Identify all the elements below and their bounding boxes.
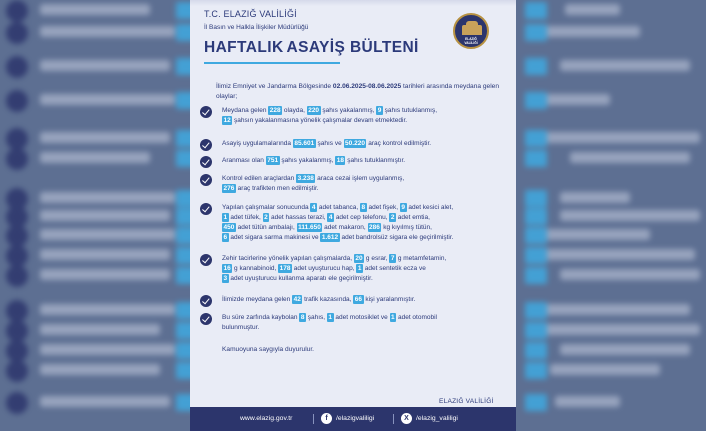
highlight-number: 85.601 (294, 140, 315, 147)
highlight-number: 1.612 (321, 234, 339, 241)
highlight-number: 220 (308, 107, 320, 114)
item-text-segment: adet uyuşturucu kullanma aparatı ele geçirilmiştir. (228, 275, 373, 282)
highlight-number: 3.238 (297, 175, 314, 182)
item-text-segment: şahıs yakalanmış, (279, 157, 336, 164)
item-text-segment: şahıs, (305, 314, 327, 321)
item-text-segment: adet motosiklet ve (333, 314, 390, 321)
item-text-segment: g esrar, (364, 255, 390, 262)
item-text-segment: adet hassas terazi, (269, 214, 328, 221)
item-text-segment: şahıs yakalanmış, (320, 107, 377, 114)
check-icon (6, 22, 28, 44)
item-text-segment: şahıs tutuklanmıştır. (345, 157, 406, 164)
highlight-number: 9 (377, 107, 382, 114)
check-icon (6, 245, 28, 267)
highlight-number: 8 (361, 204, 366, 211)
highlight-number: 1 (357, 265, 362, 272)
check-icon (6, 265, 28, 287)
item-text-segment: araç kontrol edilmiştir. (366, 140, 432, 147)
item-text (222, 174, 512, 194)
item-text-segment: Kontrol edilen araçlardan (222, 175, 297, 182)
item-text (222, 313, 512, 333)
item-text-segment: Zehir tacirlerine yönelik yapılan çalışmalarda, (222, 255, 354, 262)
item-text-segment: adet tabanca, (317, 204, 361, 211)
check-icon (200, 139, 212, 151)
title-part-1: HAFTALIK (204, 39, 284, 56)
item-text-segment: Asayiş uygulamalarında (222, 140, 293, 147)
item-text-segment: şahıs tutuklanmış, (382, 107, 438, 114)
highlight-number: 3 (223, 275, 228, 282)
item-text-segment: Aranması olan (222, 157, 266, 164)
highlight-number: 42 (293, 296, 301, 303)
closing-text: Kamuoyuna saygıyla duyurulur. (222, 346, 314, 353)
highlight-number: 4 (328, 214, 333, 221)
item-text-segment: adet sigara sarma makinesi ve (228, 234, 321, 241)
item-text-segment: olayda, (282, 107, 307, 114)
check-icon (6, 148, 28, 170)
check-icon (200, 106, 212, 118)
highlight-number: 228 (269, 107, 281, 114)
item-text-segment: trafik kazasında, (302, 296, 354, 303)
highlight-number: 7 (390, 255, 395, 262)
highlight-number: 276 (223, 185, 235, 192)
check-icon (6, 225, 28, 247)
item-text-segment: adet uyuşturucu hap, (292, 265, 357, 272)
item-text-segment: adet fişek, (366, 204, 400, 211)
check-icon (200, 295, 212, 307)
item-text-segment: kg kıyılmış tütün, (381, 224, 432, 231)
item-text-segment: Yapılan çalışmalar sonucunda (222, 204, 311, 211)
item-text-segment: g metamfetamin, (396, 255, 447, 262)
x-handle[interactable]: /elazig_valiligi (416, 415, 458, 422)
item-text (222, 106, 512, 126)
logo-text: ELAZIĞ VALİLİĞİ (464, 37, 478, 45)
item-text-segment: kişi yaralanmıştır. (363, 296, 416, 303)
check-icon (6, 320, 28, 342)
item-text-segment: adet otomobil (396, 314, 438, 321)
highlight-number: 66 (354, 296, 363, 303)
check-icon (200, 254, 212, 266)
title-part-2: ASAYİŞ BÜLTENİ (286, 39, 419, 56)
item-text (222, 156, 512, 166)
check-icon (6, 340, 28, 362)
check-icon (6, 90, 28, 112)
item-text-segment: adet kesici alet, (406, 204, 454, 211)
check-icon (6, 56, 28, 78)
highlight-number: 2 (390, 214, 395, 221)
check-icon (200, 203, 212, 215)
item-text-segment: adet sentetik ecza ve (362, 265, 426, 272)
check-icon (6, 128, 28, 150)
highlight-number: 286 (369, 224, 380, 231)
bulletin-title (204, 39, 419, 57)
dept-name: İl Basın ve Halkla İlişkiler Müdürlüğü (204, 24, 309, 31)
signature: ELAZIĞ VALİLİĞİ (439, 398, 494, 405)
highlight-number: 178 (279, 265, 291, 272)
poster-footer (190, 407, 516, 431)
highlight-number: 9 (401, 204, 406, 211)
item-text-segment: şahsın yakalanmasına yönelik çalışmalar devam etmektedir. (232, 117, 408, 124)
item-text (222, 295, 512, 305)
item-text-segment: adet makaron, (322, 224, 368, 231)
item-text-segment: şahıs ve (315, 140, 344, 147)
check-icon (200, 313, 212, 325)
highlight-number: 18 (336, 157, 344, 164)
highlight-number: 8 (300, 314, 305, 321)
highlight-number: 20 (355, 255, 363, 262)
item-text-segment: araca cezai işlem uygulanmış, (315, 175, 405, 182)
facebook-handle[interactable]: /elazigvaliligi (336, 415, 375, 422)
item-text-segment: İlimizde meydana gelen (222, 296, 293, 303)
highlight-number: 4 (311, 204, 316, 211)
check-icon (6, 392, 28, 414)
title-underline (204, 62, 340, 64)
bulletin-poster (190, 0, 516, 431)
highlight-number: 111.650 (298, 224, 321, 231)
item-text-segment: g kannabinoid, (232, 265, 279, 272)
highlight-number: 1 (223, 214, 228, 221)
item-text-segment: adet bandrolsüz sigara ele geçirilmiştir. (339, 234, 454, 241)
highlight-number: 12 (223, 117, 231, 124)
item-text-segment: Meydana gelen (222, 107, 269, 114)
check-icon (6, 300, 28, 322)
intro-text: İlimiz Emniyet ve Jandarma Bölgesinde 02.06.2025-08.06.2025 tarihleri arasında meydana gelen olaylar; (216, 83, 499, 100)
item-text-segment: Bu süre zarfında kaybolan (222, 314, 300, 321)
date-range: 02.06.2025-08.06.2025 (332, 83, 402, 90)
highlight-number: 16 (223, 265, 231, 272)
highlight-number: 450 (223, 224, 235, 231)
highlight-number: 1 (391, 314, 395, 321)
item-text-segment: bulunmuştur. (222, 324, 260, 331)
x-icon: X (401, 413, 412, 424)
item-text-segment: adet emtia, (395, 214, 430, 221)
item-text-segment: araç trafikten men edilmiştir. (235, 185, 319, 192)
item-text-segment: adet tüfek, (228, 214, 263, 221)
item-text-segment: adet cep telefonu, (334, 214, 390, 221)
check-icon (6, 360, 28, 382)
highlight-number: 751 (267, 157, 279, 164)
check-icon (200, 174, 212, 186)
item-text-segment: adet tütün ambalajı, (235, 224, 297, 231)
item-text (222, 139, 512, 149)
item-text (222, 254, 512, 284)
website-link[interactable]: www.elazig.gov.tr (240, 415, 293, 422)
check-icon (200, 156, 212, 168)
item-text (222, 203, 512, 243)
poster-fold (190, 0, 516, 6)
highlight-number: 1 (328, 314, 333, 321)
highlight-number: 50.220 (345, 140, 365, 147)
facebook-icon: f (321, 413, 332, 424)
highlight-number: 6 (223, 234, 228, 241)
governorship-logo-icon (453, 13, 489, 49)
highlight-number: 2 (264, 214, 268, 221)
org-name: T.C. ELAZIĞ VALİLİĞİ (204, 9, 297, 19)
check-icon (6, 0, 28, 22)
